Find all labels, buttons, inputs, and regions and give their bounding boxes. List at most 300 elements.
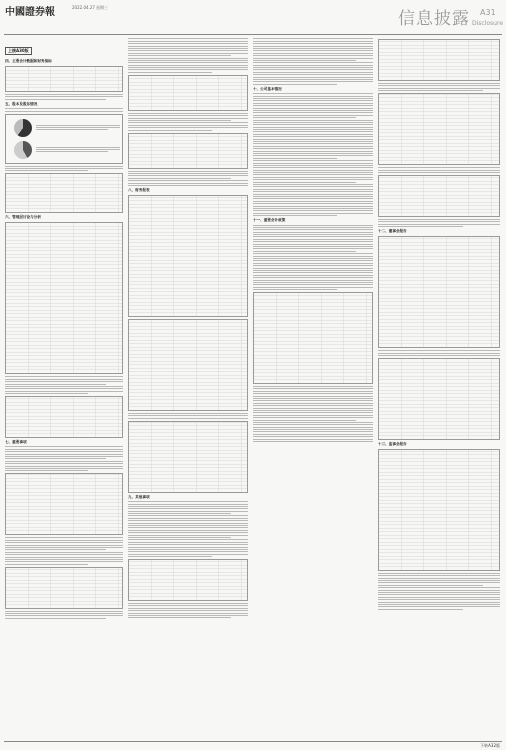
text-line (128, 173, 248, 174)
text-line (253, 174, 373, 175)
text-line (253, 182, 356, 183)
text-line (5, 449, 123, 450)
text-line (5, 542, 123, 543)
text-line (253, 112, 373, 113)
data-table (378, 449, 500, 571)
text-line (253, 115, 373, 116)
text-line (253, 427, 373, 428)
text-line (253, 98, 373, 99)
text-line (253, 393, 373, 394)
text-line (253, 289, 337, 290)
text-line (128, 506, 248, 507)
text-line (253, 58, 373, 59)
column-1 (5, 37, 123, 740)
text-line (128, 178, 231, 179)
text-line (5, 618, 106, 619)
text-line (128, 527, 248, 528)
text-line (5, 108, 123, 109)
text-line (253, 120, 373, 121)
text-line (253, 160, 373, 161)
text-line (253, 110, 373, 111)
text-line (253, 410, 373, 411)
data-table (378, 175, 500, 217)
section-heading: 十二、董事会报告 (378, 229, 407, 234)
text-line (253, 50, 373, 51)
text-line (36, 127, 120, 128)
section-title-en: Disclosure (472, 20, 504, 27)
text-line (253, 196, 373, 197)
data-table (128, 319, 248, 411)
text-line (128, 120, 231, 121)
section-heading: 八、财务报表 (128, 187, 150, 192)
text-line (253, 136, 373, 137)
text-line (253, 270, 373, 271)
text-line (253, 122, 373, 123)
text-line (5, 384, 106, 385)
text-line (378, 585, 483, 586)
text-line (128, 554, 248, 555)
section-heading: 十一、重要会计政策 (253, 218, 286, 223)
text-line (253, 148, 373, 149)
text-line (378, 88, 500, 89)
text-line (253, 170, 373, 171)
column-4 (378, 37, 500, 740)
text-line (378, 609, 463, 610)
text-line (253, 386, 373, 387)
text-line (253, 260, 373, 261)
text-line (128, 69, 248, 70)
text-line (128, 556, 212, 557)
pie-chart-panel (5, 114, 123, 164)
text-line (378, 575, 500, 576)
data-table (378, 358, 500, 440)
text-line (5, 537, 123, 538)
text-line (128, 547, 248, 548)
text-line (253, 124, 373, 125)
text-line (378, 353, 500, 354)
text-line (253, 108, 373, 109)
text-line (128, 520, 248, 521)
text-line (253, 268, 373, 269)
text-line (378, 602, 500, 603)
text-line (253, 236, 373, 237)
text-line (5, 545, 123, 546)
text-line (128, 122, 248, 123)
text-line (128, 171, 248, 172)
text-line (128, 523, 248, 524)
text-line (253, 155, 373, 156)
text-line (253, 201, 373, 202)
text-line (253, 69, 373, 70)
text-line (253, 163, 373, 164)
text-line (253, 198, 373, 199)
continued-label: 下转A32版 (480, 743, 500, 748)
data-table (378, 236, 500, 348)
data-table (5, 173, 123, 213)
text-line (253, 280, 373, 281)
footer-rule (4, 741, 502, 742)
text-line (128, 118, 248, 119)
text-line (253, 153, 373, 154)
text-line (5, 386, 123, 387)
text-line (253, 396, 373, 397)
text-line (128, 72, 212, 73)
text-line (5, 559, 123, 560)
text-line (253, 184, 373, 185)
text-line (5, 613, 123, 614)
text-line (253, 417, 373, 418)
text-line (253, 55, 373, 56)
data-table (128, 421, 248, 493)
text-line (5, 381, 123, 382)
text-line (5, 549, 106, 550)
text-line (128, 130, 212, 131)
text-line (128, 53, 248, 54)
text-line (5, 564, 88, 565)
data-table (5, 567, 123, 609)
text-line (378, 90, 483, 91)
text-line (128, 415, 248, 416)
text-line (5, 552, 123, 553)
data-table (378, 93, 500, 165)
text-line (378, 599, 500, 600)
text-line (253, 77, 373, 78)
text-line (253, 93, 373, 94)
section-heading: 九、其他事项 (128, 494, 150, 499)
text-line (253, 167, 373, 168)
text-line (253, 287, 373, 288)
text-line (253, 65, 373, 66)
text-line (253, 208, 373, 209)
text-line (253, 229, 373, 230)
text-line (253, 72, 373, 73)
text-line (5, 458, 106, 459)
text-line (128, 50, 248, 51)
text-line (253, 172, 373, 173)
continued-from-label: 上接A30版 (5, 47, 32, 55)
text-line (253, 424, 373, 425)
text-line (253, 139, 373, 140)
text-line (253, 134, 373, 135)
text-line (253, 391, 373, 392)
text-line (253, 179, 373, 180)
text-line (378, 350, 500, 351)
text-line (128, 413, 248, 414)
text-line (253, 436, 373, 437)
text-line (253, 189, 373, 190)
text-line (253, 213, 373, 214)
text-line (253, 79, 373, 80)
text-line (253, 127, 373, 128)
text-line (253, 225, 373, 226)
text-line (253, 151, 373, 152)
text-line (5, 557, 123, 558)
text-line (253, 203, 373, 204)
text-line (5, 454, 123, 455)
text-line (378, 226, 463, 227)
text-line (253, 434, 373, 435)
text-line (253, 60, 356, 61)
text-line (253, 439, 373, 440)
text-line (253, 400, 373, 401)
text-line (253, 429, 373, 430)
text-line (128, 504, 248, 505)
text-line (5, 470, 88, 471)
text-line (253, 265, 373, 266)
text-line (378, 170, 500, 171)
text-line (128, 67, 248, 68)
text-line (5, 463, 123, 464)
text-line (128, 532, 248, 533)
text-line (378, 592, 500, 593)
text-line (128, 613, 248, 614)
text-line (128, 60, 248, 61)
text-line (378, 221, 500, 222)
text-line (253, 282, 373, 283)
text-line (128, 180, 248, 181)
text-line (5, 168, 123, 169)
text-line (378, 606, 500, 607)
text-line (5, 547, 123, 548)
text-line (36, 129, 108, 130)
text-line (253, 258, 373, 259)
text-line (5, 388, 123, 389)
text-line (253, 177, 373, 178)
header-rule (4, 34, 502, 35)
text-line (128, 43, 248, 44)
text-line (253, 246, 373, 247)
text-line (253, 81, 373, 82)
text-line (253, 412, 373, 413)
text-line (128, 418, 248, 419)
text-line (5, 379, 123, 380)
text-line (128, 185, 248, 186)
text-line (128, 113, 248, 114)
text-line (5, 170, 88, 171)
section-heading: 六、管理层讨论与分析 (5, 215, 41, 220)
text-line (378, 219, 500, 220)
text-line (253, 284, 373, 285)
text-line (378, 578, 500, 579)
text-line (378, 172, 500, 173)
text-line (128, 549, 248, 550)
column-2 (128, 37, 248, 740)
text-line (128, 535, 248, 536)
text-line (36, 125, 120, 126)
text-line (128, 544, 248, 545)
text-line (253, 67, 373, 68)
text-line (128, 525, 248, 526)
text-line (253, 239, 373, 240)
text-line (378, 604, 500, 605)
text-line (253, 388, 373, 389)
text-line (5, 446, 123, 447)
text-line (128, 58, 248, 59)
text-line (253, 165, 373, 166)
text-line (128, 539, 248, 540)
text-line (253, 210, 373, 211)
text-line (253, 191, 373, 192)
text-line (378, 83, 500, 84)
text-line (378, 355, 500, 356)
text-line (253, 206, 373, 207)
text-line (128, 127, 248, 128)
text-line (253, 186, 373, 187)
text-line (128, 65, 248, 66)
text-line (128, 41, 248, 42)
text-line (5, 94, 123, 95)
text-line (128, 55, 231, 56)
section-heading: 四、主要会计数据和财务指标 (5, 59, 52, 63)
text-line (253, 146, 373, 147)
text-line (253, 241, 373, 242)
data-table (5, 473, 123, 535)
text-line (253, 38, 373, 39)
text-line (128, 183, 248, 184)
text-line (128, 518, 248, 519)
text-line (253, 227, 373, 228)
text-line (378, 580, 500, 581)
text-line (5, 561, 123, 562)
text-line (378, 590, 500, 591)
text-line (253, 129, 373, 130)
pie-chart (14, 119, 32, 137)
text-line (253, 48, 373, 49)
text-line (128, 513, 231, 514)
text-line (128, 617, 231, 618)
text-line (5, 376, 123, 377)
text-line (253, 105, 373, 106)
text-line (253, 96, 373, 97)
text-line (128, 605, 248, 606)
text-line (128, 115, 248, 116)
text-line (253, 141, 373, 142)
text-line (253, 263, 373, 264)
text-line (253, 248, 373, 249)
text-line (128, 62, 248, 63)
text-line (253, 62, 373, 63)
text-line (128, 48, 248, 49)
data-table (253, 292, 373, 384)
text-line (5, 611, 123, 612)
text-line (5, 96, 123, 97)
text-line (36, 147, 120, 148)
page-header (0, 0, 506, 34)
text-line (253, 275, 373, 276)
text-line (253, 277, 373, 278)
text-line (253, 431, 373, 432)
text-line (253, 43, 373, 44)
text-line (5, 451, 123, 452)
text-line (128, 615, 248, 616)
section-heading: 七、重要事项 (5, 440, 27, 445)
text-line (128, 508, 248, 509)
text-line (378, 85, 500, 86)
page-number: A31 (480, 8, 496, 17)
data-table (5, 396, 123, 438)
masthead-logo: 中國證券報 (5, 7, 55, 18)
text-line (378, 573, 500, 574)
text-line (253, 194, 373, 195)
text-line (5, 99, 106, 100)
data-table (5, 66, 123, 92)
text-line (378, 587, 500, 588)
text-line (253, 53, 373, 54)
text-line (253, 405, 373, 406)
text-line (253, 103, 373, 104)
text-line (5, 615, 123, 616)
text-line (5, 466, 123, 467)
text-line (128, 603, 248, 604)
text-line (253, 84, 337, 85)
section-title: 信息披露 (398, 9, 470, 29)
text-line (253, 41, 373, 42)
text-line (128, 46, 248, 47)
pie-chart (14, 141, 32, 159)
section-heading: 十、公司基本情况 (253, 86, 282, 91)
data-table (128, 133, 248, 169)
text-line (128, 530, 248, 531)
data-table (5, 222, 123, 374)
text-line (253, 398, 373, 399)
section-heading: 五、股本及股东情况 (5, 101, 38, 106)
text-line (253, 420, 356, 421)
text-line (128, 610, 248, 611)
text-line (128, 537, 231, 538)
text-line (253, 131, 373, 132)
text-line (128, 551, 248, 552)
text-line (5, 111, 123, 112)
text-line (128, 511, 248, 512)
text-line (253, 158, 337, 159)
text-line (253, 244, 373, 245)
text-line (253, 253, 373, 254)
text-line (253, 272, 373, 273)
text-line (253, 100, 373, 101)
text-line (378, 597, 500, 598)
text-line (253, 256, 373, 257)
text-line (5, 456, 123, 457)
text-line (5, 461, 123, 462)
text-line (378, 167, 500, 168)
text-line (128, 501, 248, 502)
text-line (378, 224, 500, 225)
text-line (253, 143, 373, 144)
data-table (128, 75, 248, 111)
text-line (253, 74, 373, 75)
data-table (378, 39, 500, 81)
text-line (128, 608, 248, 609)
text-line (253, 46, 373, 47)
text-line (5, 391, 123, 392)
text-line (378, 582, 500, 583)
column-3 (253, 37, 373, 740)
issue-weekday: 星期三 (96, 5, 108, 10)
text-line (5, 166, 123, 167)
text-line (253, 441, 373, 442)
text-line (253, 408, 373, 409)
text-line (5, 468, 123, 469)
text-line (253, 234, 373, 235)
text-line (253, 117, 356, 118)
text-line (128, 175, 248, 176)
text-line (5, 540, 123, 541)
text-line (253, 215, 337, 216)
text-line (128, 125, 248, 126)
text-line (253, 415, 373, 416)
section-heading: 十三、监事会报告 (378, 441, 407, 446)
text-line (253, 403, 373, 404)
